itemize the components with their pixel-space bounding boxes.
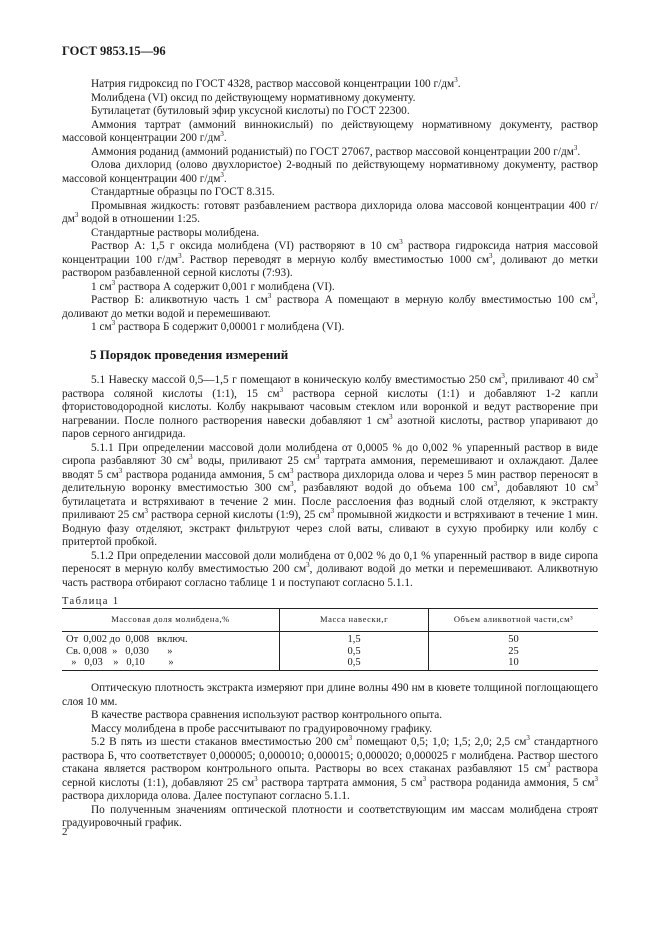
- paragraph: Аммония роданид (аммоний роданистый) по ГОСТ 27067, раствор массовой концентрации 200 $г/дм^3$.: [91, 143, 581, 158]
- procedure-text: [62, 374, 598, 590]
- table-cell-range: Св. 0,008 » 0,030 »: [66, 645, 173, 657]
- paragraph: Стандартные образцы по ГОСТ 8.315.: [91, 186, 275, 198]
- paragraph: 5.1 Навеску массой 0,5—1,5 г помещают в коническую колбу вместимостью 250 $см^3$, приливают 40 $см^3$ раствора соляной кислоты (1:1), 15 $см^3$ раствора серной кислоты (1:1) и добавляют 1-2 капли фтористоводородной кислоты. Колбу накрывают часовым стеклом или воронкой и ведут растворение при нагревании. После полного растворения навески добавляют 1 $см^3$ азотной кислоты, раствор упаривают до паров серного ангидрида.: [62, 372, 598, 440]
- table-header-cell: Массовая доля молибдена,%: [62, 609, 280, 632]
- table-header-cell: Объем аликвотной части,см³: [429, 609, 598, 632]
- table-row: [62, 657, 598, 670]
- table-cell-mass: 0,5: [280, 646, 429, 658]
- table-cell-mass: 0,5: [280, 657, 429, 670]
- section-title: 5 Порядок проведения измерений: [90, 347, 289, 362]
- table-cell-volume: 10: [429, 657, 598, 670]
- paragraph: Раствор А: 1,5 г оксида молибдена (VI) растворяют в 10 $см^3$ раствора гидроксида натрия массовой концентрации 100 $г/дм^3$. Раствор переводят в мерную колбу вместимостью 1000 $см^3$, доливают до метки раствором разбавленной серной кислоты (7:93).: [62, 238, 598, 279]
- paragraph: Стандартные растворы молибдена.: [91, 226, 260, 239]
- paragraph: Раствор Б: аликвотную часть 1 $см^3$ раствора А помещают в мерную колбу вместимостью 100 $см^3$, доливают до метки водой и перемешивают.: [62, 292, 598, 320]
- table-cell-range: От 0,002 до 0,008 включ.: [66, 634, 188, 645]
- table-row: [62, 632, 598, 646]
- data-table: [62, 608, 598, 671]
- paragraph: 5.2 В пять из шести стаканов вместимостью 200 $см^3$ помещают 0,5; 1,0; 1,5; 2,0; 2,5 $см^3$ стандартного раствора Б, что соответствует 0,000005; 0,000010; 0,000015; 0,000020; 0,000025 г молибдена. Раствор шестого стакана является раствором контрольного опыта. Растворы во всех стаканах разбавляют 15 $см^3$ раствора серной кислоты (1:1), добавляют 25 $см^3$ раствора тартрата аммония, 5 $см^3$ раствора роданида аммония, 5 $см^3$ раствора дихлорида олова. Далее поступают согласно 5.1.1.: [62, 734, 598, 802]
- paragraph: Олова дихлорид (олово двухлористое) 2-водный по действующему нормативному документу, раствор массовой концентрации 400 $г/дм^3$.: [62, 159, 598, 185]
- table-caption: Таблица 1: [62, 596, 120, 607]
- paragraph: Промывная жидкость: готовят разбавлением раствора дихлорида олова массовой концентрации 400 $г/дм^3$ водой в отношении 1:25.: [62, 199, 598, 225]
- paragraph: В качестве раствора сравнения используют раствор контрольного опыта.: [91, 709, 443, 721]
- paragraph: Натрия гидроксид по ГОСТ 4328, раствор массовой концентрации 100 $г/дм^3$.: [91, 76, 461, 90]
- table-row: [62, 646, 598, 658]
- paragraph: Массу молибдена в пробе рассчитывают по градуировочному графику.: [91, 722, 433, 735]
- paragraph: 5.1.2 При определении массовой доли молибдена от 0,002 % до 0,1 % упаренный раствор в виде сиропа переносят в мерную колбу вместимостью 200 $см^3$, доливают водой до метки и перемешивают. Аликвотную часть раствора отбирают согласно таблице 1 и поступают согласно 5.1.1.: [62, 549, 598, 589]
- table-cell-range: » 0,03 » 0,10 »: [62, 657, 280, 670]
- page-number: 2: [62, 826, 68, 838]
- measurement-text: [62, 682, 598, 831]
- table-cell-mass: 1,5: [280, 632, 429, 646]
- paragraph: По полученным значениям оптической плотности и соответствующим им массам молибдена строят градуировочный график.: [62, 803, 598, 829]
- table-cell-volume: 50: [429, 632, 598, 646]
- paragraph: 1 $см^3$ раствора А содержит 0,001 г молибдена (VI).: [91, 278, 335, 293]
- table-header-row: [62, 609, 598, 632]
- paragraph: Оптическую плотность экстракта измеряют при длине волны 490 нм в кювете толщиной поглощающего слоя 10 мм.: [62, 682, 598, 708]
- table-cell-volume: 25: [429, 646, 598, 658]
- paragraph: 1 $см^3$ раствора Б содержит 0,00001 г молибдена (VI).: [91, 319, 345, 333]
- paragraph: 5.1.1 При определении массовой доли молибдена от 0,0005 % до 0,002 % упаренный раствор в виде сиропа разбавляют 30 $см^3$ воды, приливают 25 $см^3$ тартрата аммония, перемешивают и охлаждают. Далее вводят 5 $см^3$ раствора роданида аммония, 5 $см^3$ раствора дихлорида олова и через 5 мин раствор переносят в делительную воронку вместимостью 300 $см^3$, разбавляют водой до объема 100 $см^3$, добавляют 10 $см^3$ бутилацетата и встряхивают в течение 2 мин. После расслоения фаз водный слой отделяют, к экстракту приливают 25 $см^3$ раствора серной кислоты (1:9), 25 $см^3$ промывной жидкости и встряхивают в течение 1 мин. Водную фазу отделяют, экстракт фильтруют через слой ваты, сливают в сухую пробирку или колбу с притертой пробкой.: [62, 441, 599, 548]
- paragraph: Молибдена (VI) оксид по действующему нормативному документу.: [91, 91, 416, 104]
- paragraph: Аммония тартрат (аммоний виннокислый) по действующему нормативному документу, раствор массовой концентрации 200 $г/дм^3$.: [62, 118, 598, 144]
- table-header-cell: Масса навески,г: [280, 609, 429, 632]
- document-header: ГОСТ 9853.15—96: [62, 44, 166, 58]
- reagents-list: [62, 78, 598, 335]
- paragraph: Бутилацетат (бутиловый эфир уксусной кислоты) по ГОСТ 22300.: [91, 105, 410, 117]
